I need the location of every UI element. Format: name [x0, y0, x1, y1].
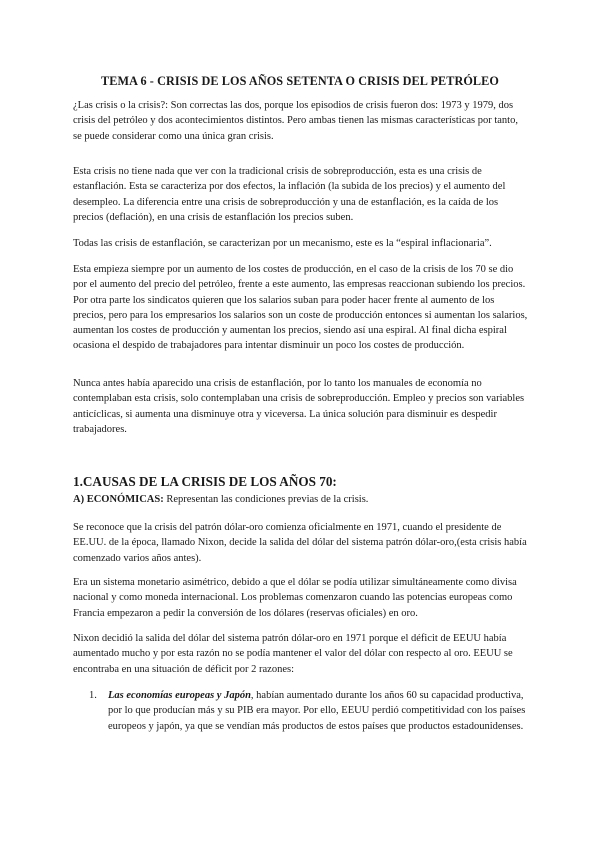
list-body-text: , habían aumentado durante los años 60 su capacidad productiva, por lo que producían más y su PIB era mayor. Por ello, EEUU perdió competitividad con los países europeos y japón, ya que se vendían más productos de estos países que productos estadounidenses.: [108, 690, 526, 732]
list-bold-text: Las economías europeas y Japón: [108, 690, 251, 701]
paragraph-nixon-1971: Se reconoce que la crisis del patrón dólar-oro comienza oficialmente en 1971, cuando el presidente de EE.UU. de la época, llamado Nixon, decide la salida del dólar del sistema patrón dólar-oro,(esta crisis había comenzado varios años antes).: [73, 522, 527, 564]
subsection-label: A) ECONÓMICAS:: [73, 494, 164, 505]
section-heading: 1.CAUSAS DE LA CRISIS DE LOS AÑOS 70:: [73, 474, 337, 489]
paragraph-costes: Esta empieza siempre por un aumento de los costes de producción, en el caso de la crisis de los 70 se dio por el aumento del precio del petróleo, frente a este aumento, las empresas reaccionan subiendo los precios. Por otra parte los sindicatos quieren que los salarios suban para poder hacer frente al aumento de los precios, pero para los empresarios los salarios son un coste de producción entonces si aumentan los salarios, aumentan los costes de producción y aumentan los precios, siendo así una espiral. Al final dicha espiral ocasiona el despido de trabajadores para intentar disminuir un poco los costes de producción.: [73, 264, 528, 352]
list-number: 1.: [89, 690, 97, 701]
paragraph-manuales: Nunca antes había aparecido una crisis de estanflación, por lo tanto los manuales de economía no contemplaban esta crisis, solo contemplaban una crisis de sobreproducción. Empleo y precios son variables anticíclicas, si aumenta una disminuye otra y viceversa. La única solución para disminuir es despedir trabajadores.: [73, 378, 525, 435]
subsection-text: Representan las condiciones previas de la crisis.: [163, 494, 369, 505]
paragraph-sistema-asimetrico: Era un sistema monetario asimétrico, debido a que el dólar se podía utilizar simultáneamente como divisa nacional y como moneda internacional. Los problemas comenzaron cuando las potencias europeas como Francia empezaron a pedir la conversión de los dólares (reservas oficiales) en oro.: [73, 577, 517, 619]
paragraph-espiral: Todas las crisis de estanflación, se caracterizan por un mecanismo, este es la “espiral inflacionaria”.: [73, 238, 492, 249]
paragraph-deficit: Nixon decidió la salida del dólar del sistema patrón dólar-oro en 1971 porque el déficit de EEUU había aumentado mucho y por esta razón no se podía mantener el valor del dólar con respecto al oro. EEUU se encontraba en una situación de déficit por 2 razones:: [73, 633, 513, 675]
list-text: [108, 688, 528, 734]
paragraph-intro: ¿Las crisis o la crisis?: Son correctas las dos, porque los episodios de crisis fueron dos: 1973 y 1979, dos crisis del petróleo y dos acontecimientos distintos. Pero ambas tienen las mismas características por tanto, se puede considerar como una única gran crisis.: [73, 100, 518, 142]
paragraph-estanflacion: Esta crisis no tiene nada que ver con la tradicional crisis de sobreproducción, esta es una crisis de estanflación. Esta se caracteriza por dos efectos, la inflación (la subida de los precios) y el aumento del desempleo. La diferencia entre una crisis de sobreproducción y una de estanflación, es la caída de los precios (deflación), en una crisis de estanflación los precios suben.: [73, 166, 506, 223]
document-title: TEMA 6 - CRISIS DE LOS AÑOS SETENTA O CRISIS DEL PETRÓLEO: [101, 74, 499, 88]
subsection-heading: [73, 494, 368, 505]
